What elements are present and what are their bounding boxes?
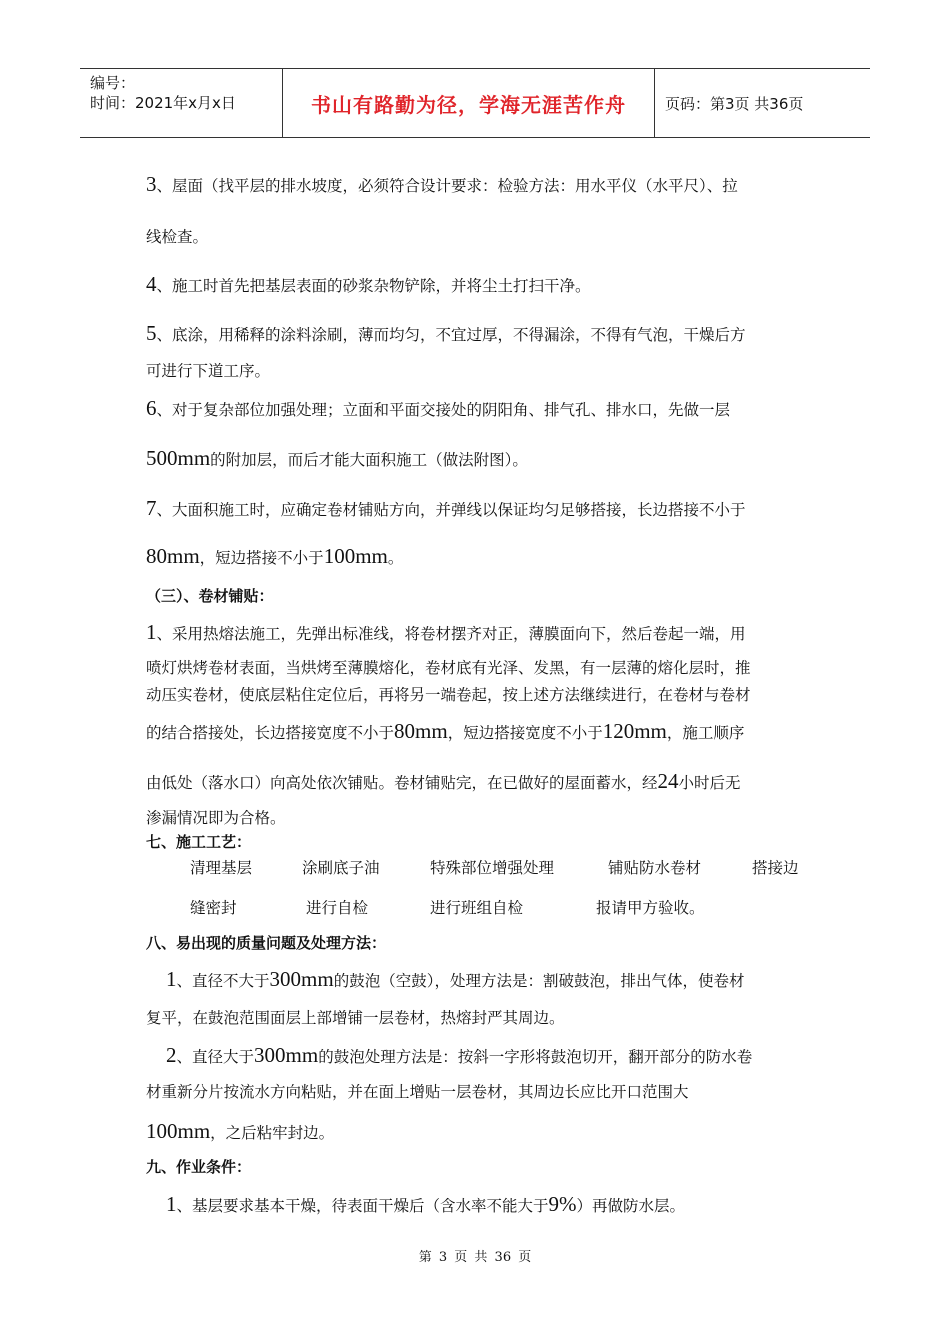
process-step: 铺贴防水卷材 <box>608 859 702 877</box>
paragraph-line: 动压实卷材，使底层粘住定位后，再将另一端卷起，按上述方法继续进行，在卷材与卷材 <box>146 686 751 704</box>
page-footer: 第 3 页 共 36 页 <box>418 1250 532 1265</box>
paragraph-line: 4、施工时首先把基层表面的砂浆杂物铲除，并将尘土打扫干净。 <box>146 272 591 296</box>
paragraph-line: 由低处（落水口）向高处依次铺贴。卷材铺贴完，在已做好的屋面蓄水，经24小时后无 <box>146 769 741 793</box>
paragraph-line: 的结合搭接处，长边搭接宽度不小于80mm，短边搭接宽度不小于120mm，施工顺序 <box>146 719 745 743</box>
paragraph-line: 1、采用热熔法施工，先弹出标准线，将卷材摆齐对正，薄膜面向下，然后卷起一端，用 <box>146 620 746 644</box>
paragraph-line: 线检查。 <box>146 228 209 246</box>
process-step: 涂刷底子油 <box>302 859 380 877</box>
process-step: 清理基层 <box>190 859 253 877</box>
paragraph-line: 80mm，短边搭接不小于100mm。 <box>146 544 404 568</box>
section-heading: 九、作业条件： <box>146 1158 252 1176</box>
section-heading: 七、施工工艺： <box>146 833 252 851</box>
header-motto: 书山有路勤为径，学海无涯苦作舟 <box>311 92 626 117</box>
process-step: 报请甲方验收。 <box>596 899 705 917</box>
paragraph-line: 2、直径大于300mm的鼓泡处理方法是：按斜一字形将鼓泡切开，翻开部分的防水卷 <box>166 1043 753 1067</box>
paragraph-line: 5、底涂，用稀释的涂料涂刷，薄而均匀，不宜过厚，不得漏涂，不得有气泡，干燥后方 <box>146 321 746 345</box>
document-number-label: 编号： <box>90 74 136 92</box>
paragraph-line: 材重新分片按流水方向粘贴，并在面上增贴一层卷材，其周边长应比开口范围大 <box>146 1083 689 1101</box>
process-step: 特殊部位增强处理 <box>430 859 555 877</box>
paragraph-line: 3、屋面（找平层的排水坡度，必须符合设计要求：检验方法：用水平仪（水平尺）、拉 <box>146 172 738 196</box>
paragraph-line: 1、直径不大于300mm的鼓泡（空鼓），处理方法是：割破鼓泡，排出气体，使卷材 <box>166 967 745 991</box>
paragraph-line: 6、对于复杂部位加强处理；立面和平面交接处的阴阳角、排气孔、排水口，先做一层 <box>146 396 731 420</box>
paragraph-line: 7、大面积施工时，应确定卷材铺贴方向，并弹线以保证均匀足够搭接，长边搭接不小于 <box>146 496 746 520</box>
process-step: 进行班组自检 <box>430 899 524 917</box>
paragraph-line: 喷灯烘烤卷材表面，当烘烤至薄膜熔化，卷材底有光泽、发黑，有一层薄的熔化层时，推 <box>146 659 751 677</box>
process-step: 搭接边 <box>752 859 799 877</box>
paragraph-line: 复平，在鼓泡范围面层上部增铺一层卷材，热熔封严其周边。 <box>146 1009 565 1027</box>
process-step: 缝密封 <box>190 899 237 917</box>
paragraph-line: 渗漏情况即为合格。 <box>146 809 286 827</box>
document-date-label: 时间：2021年x月x日 <box>90 94 236 112</box>
paragraph-line: 可进行下道工序。 <box>146 362 271 380</box>
header-page-number: 页码：第3页 共36页 <box>665 94 804 113</box>
paragraph-line: 100mm，之后粘牢封边。 <box>146 1119 335 1143</box>
page-header <box>80 68 870 138</box>
process-step: 进行自检 <box>306 899 369 917</box>
section-heading: 八、易出现的质量问题及处理方法： <box>146 934 387 952</box>
paragraph-line: 1、基层要求基本干燥，待表面干燥后（含水率不能大于9%）再做防水层。 <box>166 1192 686 1216</box>
paragraph-line: 500mm的附加层，而后才能大面积施工（做法附图）。 <box>146 446 528 470</box>
section-heading: （三）、卷材铺贴： <box>146 587 274 605</box>
header-info-cell <box>80 69 282 137</box>
